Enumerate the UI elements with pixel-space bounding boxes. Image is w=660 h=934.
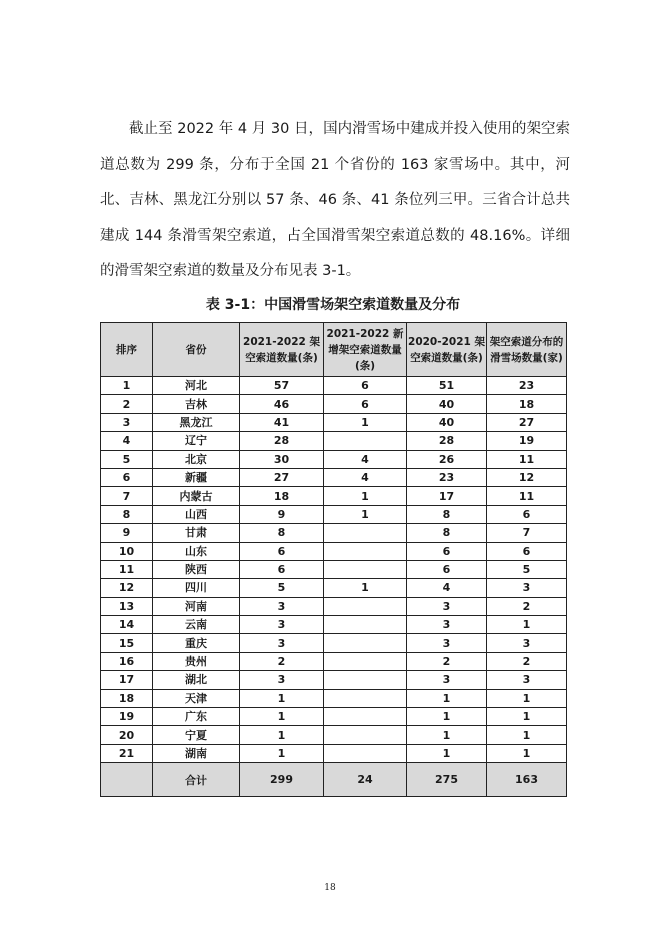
header-rank: 排序 bbox=[101, 323, 153, 377]
cell-rank: 17 bbox=[101, 671, 153, 689]
cell-province: 北京 bbox=[153, 450, 240, 468]
cell-resort-count: 5 bbox=[487, 560, 567, 578]
cell-count-2021: 26 bbox=[407, 450, 487, 468]
cell-new-2022 bbox=[324, 560, 407, 578]
cell-province: 河北 bbox=[153, 377, 240, 395]
cell-count-2021: 6 bbox=[407, 560, 487, 578]
cell-new-2022 bbox=[324, 542, 407, 560]
cell-count-2021: 4 bbox=[407, 579, 487, 597]
body-paragraph: 截止至 2022 年 4 月 30 日，国内滑雪场中建成并投入使用的架空索道总数为 299 条，分布于全国 21 个省份的 163 家雪场中。其中，河北、吉林、黑龙江分别以 57 条、46 条、41 条位列三甲。三省合计总共建成 144 条滑雪架空索道，占全国滑雪架空索道总数的 48.16%。详细的滑雪架空索道的数量及分布见表 3-1。 bbox=[100, 121, 570, 279]
cell-count-2022: 46 bbox=[240, 395, 324, 413]
cell-new-2022 bbox=[324, 652, 407, 670]
cell-province: 甘肃 bbox=[153, 524, 240, 542]
cell-rank: 7 bbox=[101, 487, 153, 505]
total-resort-count: 163 bbox=[487, 763, 567, 797]
cell-resort-count: 3 bbox=[487, 671, 567, 689]
page-number: 18 bbox=[324, 883, 336, 893]
cell-count-2022: 5 bbox=[240, 579, 324, 597]
total-rank bbox=[101, 763, 153, 797]
cell-province: 内蒙古 bbox=[153, 487, 240, 505]
cell-count-2022: 1 bbox=[240, 689, 324, 707]
table-row bbox=[101, 616, 567, 634]
cell-province: 贵州 bbox=[153, 652, 240, 670]
cell-province: 吉林 bbox=[153, 395, 240, 413]
cell-count-2021: 3 bbox=[407, 616, 487, 634]
cell-rank: 1 bbox=[101, 377, 153, 395]
cell-new-2022 bbox=[324, 726, 407, 744]
cell-new-2022: 6 bbox=[324, 395, 407, 413]
cell-new-2022 bbox=[324, 524, 407, 542]
table-row bbox=[101, 671, 567, 689]
cell-province: 陕西 bbox=[153, 560, 240, 578]
cell-count-2022: 57 bbox=[240, 377, 324, 395]
cell-resort-count: 19 bbox=[487, 432, 567, 450]
cell-rank: 3 bbox=[101, 413, 153, 431]
cell-resort-count: 11 bbox=[487, 450, 567, 468]
cell-count-2022: 3 bbox=[240, 597, 324, 615]
cell-resort-count: 18 bbox=[487, 395, 567, 413]
cell-rank: 6 bbox=[101, 468, 153, 486]
cell-count-2022: 3 bbox=[240, 634, 324, 652]
cell-count-2022: 9 bbox=[240, 505, 324, 523]
cell-province: 湖北 bbox=[153, 671, 240, 689]
table-row bbox=[101, 744, 567, 762]
cell-rank: 2 bbox=[101, 395, 153, 413]
cell-count-2021: 3 bbox=[407, 597, 487, 615]
cell-count-2021: 8 bbox=[407, 524, 487, 542]
cell-count-2021: 1 bbox=[407, 744, 487, 762]
cell-resort-count: 1 bbox=[487, 616, 567, 634]
table-row bbox=[101, 689, 567, 707]
cell-resort-count: 1 bbox=[487, 708, 567, 726]
cell-count-2022: 41 bbox=[240, 413, 324, 431]
table-row bbox=[101, 652, 567, 670]
table-header-row bbox=[101, 323, 567, 377]
table-row bbox=[101, 377, 567, 395]
header-new-2022: 2021-2022 新增架空索道数量(条) bbox=[324, 323, 407, 377]
header-count-2022: 2021-2022 架空索道数量(条) bbox=[240, 323, 324, 377]
cell-count-2022: 6 bbox=[240, 542, 324, 560]
cell-province: 云南 bbox=[153, 616, 240, 634]
cell-resort-count: 7 bbox=[487, 524, 567, 542]
cell-rank: 4 bbox=[101, 432, 153, 450]
total-count-2022: 299 bbox=[240, 763, 324, 797]
cell-rank: 10 bbox=[101, 542, 153, 560]
table-row bbox=[101, 487, 567, 505]
header-resort-count: 架空索道分布的滑雪场数量(家) bbox=[487, 323, 567, 377]
cell-count-2021: 3 bbox=[407, 671, 487, 689]
cell-count-2021: 8 bbox=[407, 505, 487, 523]
cell-count-2021: 40 bbox=[407, 413, 487, 431]
cell-new-2022 bbox=[324, 708, 407, 726]
cell-resort-count: 2 bbox=[487, 652, 567, 670]
cell-count-2021: 1 bbox=[407, 726, 487, 744]
cell-count-2021: 2 bbox=[407, 652, 487, 670]
cell-rank: 20 bbox=[101, 726, 153, 744]
cell-count-2021: 28 bbox=[407, 432, 487, 450]
cell-province: 重庆 bbox=[153, 634, 240, 652]
cell-new-2022 bbox=[324, 634, 407, 652]
header-count-2021: 2020-2021 架空索道数量(条) bbox=[407, 323, 487, 377]
cell-count-2022: 27 bbox=[240, 468, 324, 486]
cell-new-2022: 1 bbox=[324, 487, 407, 505]
cell-rank: 18 bbox=[101, 689, 153, 707]
cell-count-2022: 1 bbox=[240, 708, 324, 726]
cell-resort-count: 3 bbox=[487, 634, 567, 652]
cell-new-2022: 4 bbox=[324, 468, 407, 486]
cell-rank: 12 bbox=[101, 579, 153, 597]
cell-new-2022 bbox=[324, 432, 407, 450]
cell-new-2022 bbox=[324, 616, 407, 634]
cell-count-2022: 18 bbox=[240, 487, 324, 505]
table-row bbox=[101, 524, 567, 542]
cell-new-2022: 1 bbox=[324, 579, 407, 597]
cell-count-2021: 1 bbox=[407, 708, 487, 726]
cell-resort-count: 27 bbox=[487, 413, 567, 431]
cell-province: 天津 bbox=[153, 689, 240, 707]
table-row bbox=[101, 726, 567, 744]
cell-resort-count: 6 bbox=[487, 542, 567, 560]
table-row bbox=[101, 450, 567, 468]
cell-resort-count: 6 bbox=[487, 505, 567, 523]
table-row bbox=[101, 413, 567, 431]
cell-rank: 9 bbox=[101, 524, 153, 542]
cell-rank: 11 bbox=[101, 560, 153, 578]
cell-count-2021: 3 bbox=[407, 634, 487, 652]
cell-new-2022: 1 bbox=[324, 413, 407, 431]
cell-count-2022: 1 bbox=[240, 744, 324, 762]
cell-rank: 13 bbox=[101, 597, 153, 615]
cell-province: 山西 bbox=[153, 505, 240, 523]
cell-new-2022 bbox=[324, 689, 407, 707]
cell-province: 辽宁 bbox=[153, 432, 240, 450]
cell-resort-count: 1 bbox=[487, 726, 567, 744]
table-row bbox=[101, 708, 567, 726]
cell-count-2022: 3 bbox=[240, 671, 324, 689]
table-row bbox=[101, 560, 567, 578]
cell-new-2022: 6 bbox=[324, 377, 407, 395]
cell-count-2021: 23 bbox=[407, 468, 487, 486]
total-label: 合计 bbox=[153, 763, 240, 797]
cell-rank: 15 bbox=[101, 634, 153, 652]
table-row bbox=[101, 505, 567, 523]
cell-resort-count: 3 bbox=[487, 579, 567, 597]
table-row bbox=[101, 432, 567, 450]
cell-new-2022 bbox=[324, 671, 407, 689]
cell-count-2021: 17 bbox=[407, 487, 487, 505]
cell-province: 黑龙江 bbox=[153, 413, 240, 431]
cell-province: 河南 bbox=[153, 597, 240, 615]
cell-count-2021: 40 bbox=[407, 395, 487, 413]
cell-province: 广东 bbox=[153, 708, 240, 726]
table-row bbox=[101, 634, 567, 652]
cell-resort-count: 1 bbox=[487, 689, 567, 707]
total-count-2021: 275 bbox=[407, 763, 487, 797]
cell-count-2022: 1 bbox=[240, 726, 324, 744]
cell-province: 四川 bbox=[153, 579, 240, 597]
table-caption: 表 3-1：中国滑雪场架空索道数量及分布 bbox=[205, 297, 461, 313]
cell-count-2022: 6 bbox=[240, 560, 324, 578]
cell-resort-count: 1 bbox=[487, 744, 567, 762]
header-province: 省份 bbox=[153, 323, 240, 377]
cell-province: 宁夏 bbox=[153, 726, 240, 744]
table-row bbox=[101, 468, 567, 486]
cell-count-2021: 51 bbox=[407, 377, 487, 395]
cell-new-2022: 1 bbox=[324, 505, 407, 523]
cell-resort-count: 23 bbox=[487, 377, 567, 395]
cell-rank: 5 bbox=[101, 450, 153, 468]
cell-rank: 19 bbox=[101, 708, 153, 726]
cell-resort-count: 2 bbox=[487, 597, 567, 615]
cell-rank: 16 bbox=[101, 652, 153, 670]
cell-rank: 21 bbox=[101, 744, 153, 762]
cell-rank: 14 bbox=[101, 616, 153, 634]
cell-new-2022 bbox=[324, 597, 407, 615]
table-row bbox=[101, 395, 567, 413]
cell-count-2021: 1 bbox=[407, 689, 487, 707]
cell-resort-count: 12 bbox=[487, 468, 567, 486]
cell-province: 新疆 bbox=[153, 468, 240, 486]
cell-count-2022: 28 bbox=[240, 432, 324, 450]
table-row bbox=[101, 579, 567, 597]
cell-new-2022 bbox=[324, 744, 407, 762]
table-row bbox=[101, 597, 567, 615]
cell-province: 山东 bbox=[153, 542, 240, 560]
cell-count-2022: 30 bbox=[240, 450, 324, 468]
cell-rank: 8 bbox=[101, 505, 153, 523]
cable-car-table bbox=[100, 322, 567, 797]
cell-count-2021: 6 bbox=[407, 542, 487, 560]
cell-count-2022: 8 bbox=[240, 524, 324, 542]
cell-province: 湖南 bbox=[153, 744, 240, 762]
table-total-row bbox=[101, 763, 567, 797]
cell-resort-count: 11 bbox=[487, 487, 567, 505]
cell-count-2022: 2 bbox=[240, 652, 324, 670]
cell-count-2022: 3 bbox=[240, 616, 324, 634]
total-new-2022: 24 bbox=[324, 763, 407, 797]
cell-new-2022: 4 bbox=[324, 450, 407, 468]
table-row bbox=[101, 542, 567, 560]
